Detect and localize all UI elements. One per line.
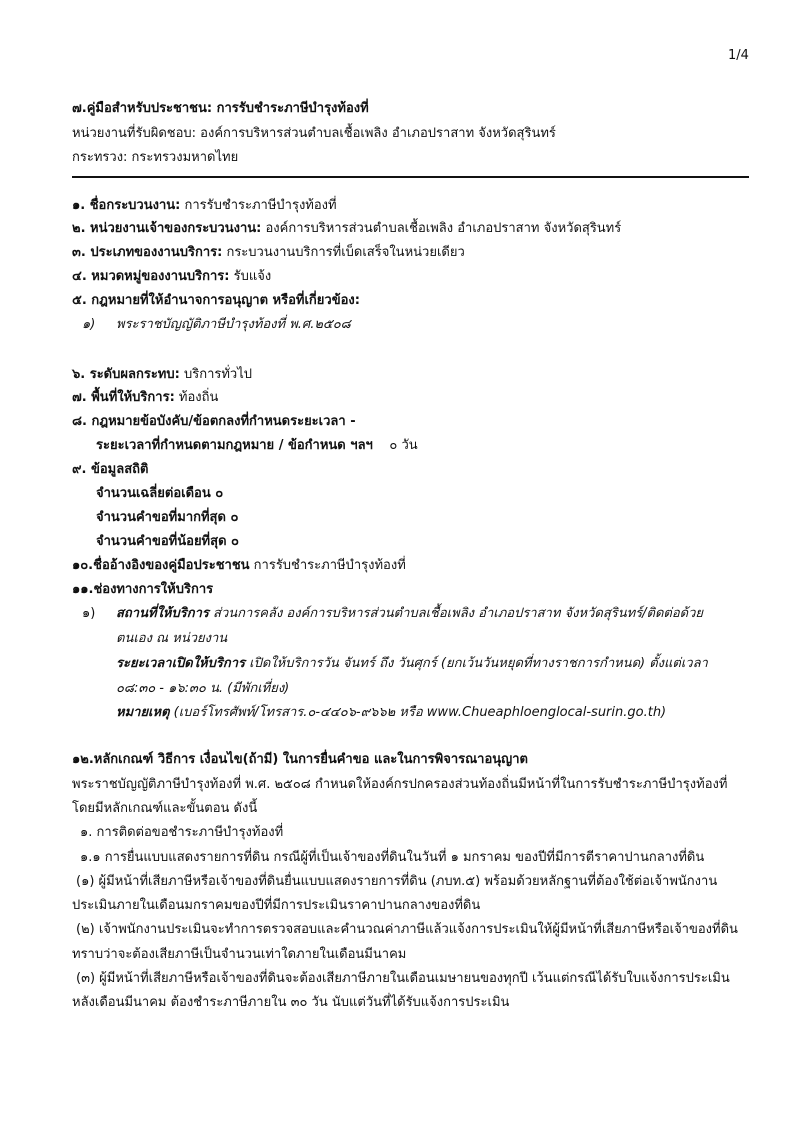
item-4-value: รับแจ้ง [233,269,272,284]
item-7-value: ท้องถิ่น [178,390,219,405]
service-hours [116,655,708,673]
service-hours-label: ระยะเวลาเปิดให้บริการ [116,656,246,671]
item-5-label: ๕. กฎหมายที่ให้อำนาจการอนุญาต หรือที่เกี่ยวข้อง: [72,293,360,308]
step-a1: (๑) ผู้มีหน้าที่เสียภาษีหรือเจ้าของที่ดินยื่นแบบแสดงรายการที่ดิน (ภบท.๕) พร้อมด้วยหลักฐานที่ต้องใช้ต่อเจ้าพนักงาน [76,874,718,889]
item-5-sub-num: ๑) [82,317,96,332]
service-place [116,605,703,623]
stat-min: จำนวนคำขอที่น้อยที่สุด ๐ [96,534,239,549]
item-6-label: ๖. ระดับผลกระทบ: [72,367,180,382]
item-10-label: ๑๐.ชื่ออ้างอิงของคู่มือประชาชน [72,558,250,573]
item-2-label: ๒. หน่วยงานเจ้าของกระบวนงาน: [72,221,262,236]
document-title: ๗.คู่มือสำหรับประชาชน: การรับชำระภาษีบำรุงท้องที่ [72,101,369,116]
item-1-label: ๑. ชื่อกระบวนงาน: [72,198,181,213]
section-12-title: ๑๒.หลักเกณฑ์ วิธีการ เงื่อนไข(ถ้ามี) ในการยื่นคำขอ และในการพิจารณาอนุญาต [72,752,528,767]
item-4 [72,268,271,286]
item-11-label: ๑๑.ช่องทางการให้บริการ [72,582,214,597]
step-a2: (๒) เจ้าพนักงานประเมินจะทำการตรวจสอบและคำนวณค่าภาษีแล้วแจ้งการประเมินให้ผู้มีหน้าที่เสียภาษีหรือเจ้าของที่ดิน [76,922,738,937]
service-note [116,704,666,722]
item-10-value: การรับชำระภาษีบำรุงท้องที่ [253,558,406,573]
service-note-value: (เบอร์โทรศัพท์/โทรสาร.๐-๔๔๐๖-๙๖๖๒ หรือ www.Chueaphloenglocal-surin.go.th) [173,705,667,720]
section-12-intro: พระราชบัญญัติภาษีบำรุงท้องที่ พ.ศ. ๒๕๐๘ กำหนดให้องค์กรปกครองส่วนท้องถิ่นมีหน้าที่ในการรับชำระภาษีบำรุงท้องที่ [72,777,728,792]
item-7 [72,389,218,407]
item-5-sub [82,316,351,334]
item-8-label: ๘. กฎหมายข้อบังคับ/ข้อตกลงที่กำหนดระยะเวลา - [72,414,356,429]
step-a3: (๓) ผู้มีหน้าที่เสียภาษีหรือเจ้าของที่ดินจะต้องเสียภาษีภายในเดือนเมษายนของทุกปี เว้นแต่กรณีได้รับใบแจ้งการประเมิน [76,971,730,986]
step-a3-cont: หลังเดือนมีนาคม ต้องชำระภาษีภายใน ๓๐ วัน นับแต่วันที่ได้รับแจ้งการประเมิน [72,995,510,1010]
item-3 [72,244,465,262]
step-a2-cont: ทราบว่าจะต้องเสียภาษีเป็นจำนวนเท่าใดภายในเดือนมีนาคม [72,947,407,962]
section-12-intro-2: โดยมีหลักเกณฑ์และขั้นตอน ดังนี้ [72,801,258,816]
item-1-value: การรับชำระภาษีบำรุงท้องที่ [184,198,337,213]
item-6-value: บริการทั่วไป [183,367,253,382]
item-8-line2-label: ระยะเวลาที่กำหนดตามกฎหมาย / ข้อกำหนด ฯลฯ [96,438,373,453]
item-2 [72,220,621,238]
responsible-agency: หน่วยงานที่รับผิดชอบ: องค์การบริหารส่วนตำบลเชื้อเพลิง อำเภอปราสาท จังหวัดสุรินทร์ [72,126,556,141]
item-1 [72,197,337,215]
step-1: ๑. การติดต่อขอชำระภาษีบำรุงท้องที่ [80,825,284,840]
item-6 [72,366,252,384]
step-1-1: ๑.๑ การยื่นแบบแสดงรายการที่ดิน กรณีผู้ที่เป็นเจ้าของที่ดินในวันที่ ๑ มกราคม ของปีที่มีการตีราคาปานกลางที่ดิน [80,850,705,865]
service-hours-value: เปิดให้บริการวัน จันทร์ ถึง วันศุกร์ (ยกเว้นวันหยุดที่ทางราชการกำหนด) ตั้งแต่เวลา [249,656,708,671]
item-8-line2 [96,437,418,455]
stat-average: จำนวนเฉลี่ยต่อเดือน ๐ [96,486,224,501]
page-number: 1/4 [728,48,749,63]
stat-max: จำนวนคำขอที่มากที่สุด ๐ [96,510,239,525]
item-2-value: องค์การบริหารส่วนตำบลเชื้อเพลิง อำเภอปราสาท จังหวัดสุรินทร์ [265,221,622,236]
item-3-label: ๓. ประเภทของงานบริการ: [72,245,223,260]
service-place-label: สถานที่ให้บริการ [116,606,209,621]
item-5-sub-text: พระราชบัญญัติภาษีบำรุงท้องที่ พ.ศ.๒๕๐๘ [116,317,351,332]
service-place-value: ส่วนการคลัง องค์การบริหารส่วนตำบลเชื้อเพลิง อำเภอปราสาท จังหวัดสุรินทร์/ติดต่อด้วย [213,606,704,621]
item-3-value: กระบวนงานบริการที่เบ็ดเสร็จในหน่วยเดียว [226,245,465,260]
item-11-num: ๑) [82,606,96,621]
step-a1-cont: ประเมินภายในเดือนมกราคมของปีที่มีการประเมินราคาปานกลางของที่ดิน [72,898,481,913]
item-7-label: ๗. พื้นที่ให้บริการ: [72,390,175,405]
item-9-label: ๙. ข้อมูลสถิติ [72,462,149,477]
service-hours-value-2: ๐๘:๓๐ - ๑๖:๓๐ น. (มีพักเที่ยง) [116,681,290,696]
service-note-label: หมายเหตุ [116,705,170,720]
header-divider [72,176,749,178]
ministry: กระทรวง: กระทรวงมหาดไทย [72,150,239,165]
item-4-label: ๔. หมวดหมู่ของงานบริการ: [72,269,230,284]
service-place-value-2: ตนเอง ณ หน่วยงาน [116,631,228,646]
item-8-value: ๐ วัน [389,438,418,453]
item-10 [72,557,406,575]
